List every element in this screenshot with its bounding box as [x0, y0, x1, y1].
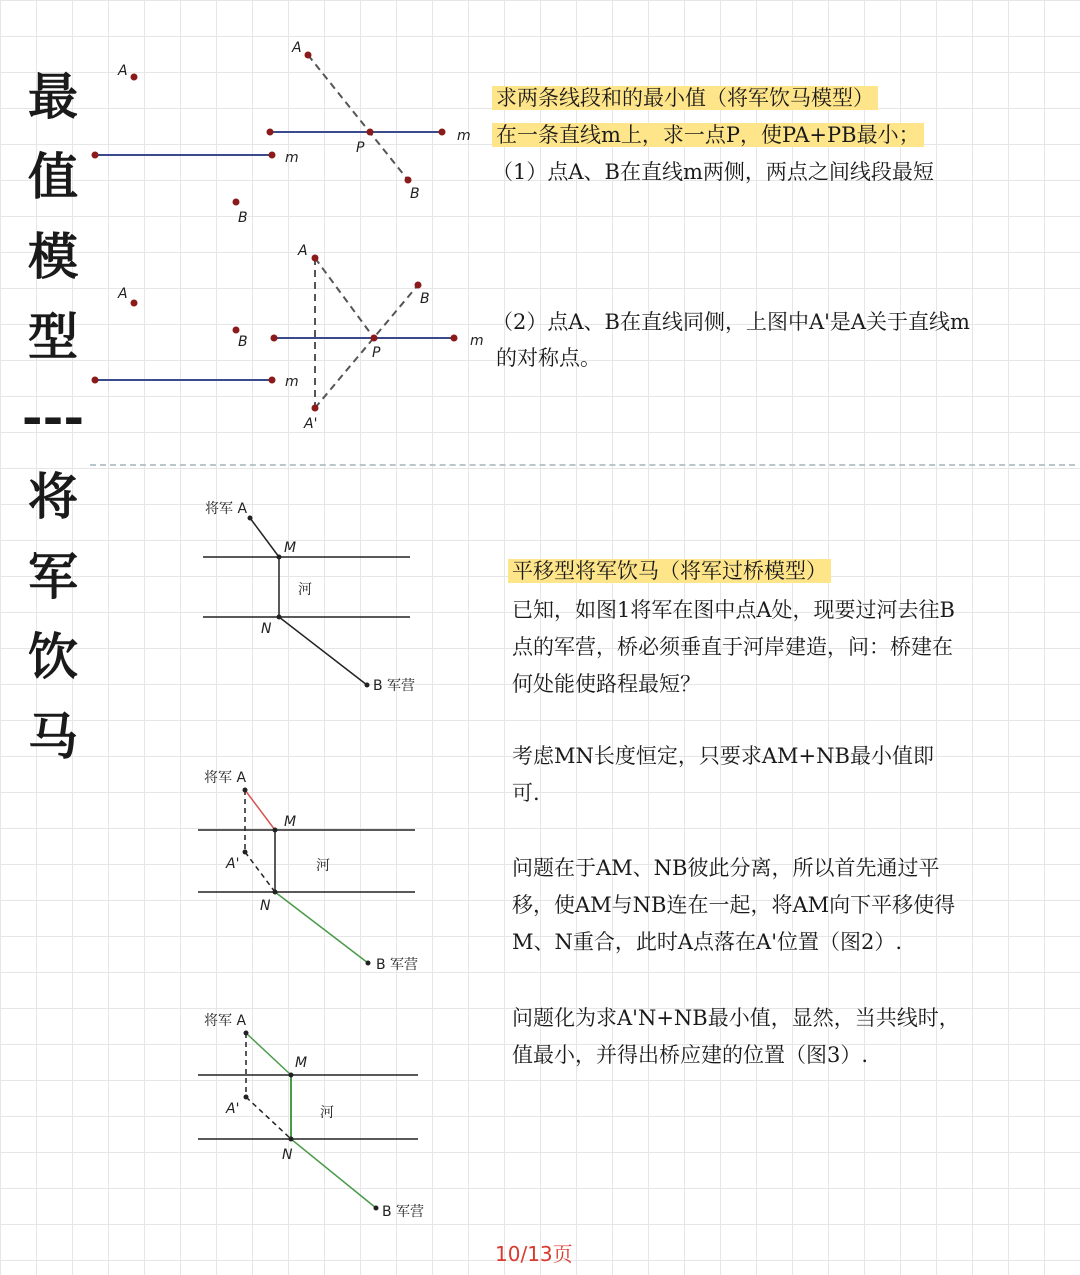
- label-m: m: [457, 128, 471, 144]
- label-m: m: [470, 333, 484, 349]
- label-river: 河: [320, 1105, 334, 1121]
- label-P: P: [372, 345, 381, 361]
- paragraph-2: [512, 738, 934, 812]
- title-char: 马: [28, 707, 78, 766]
- label-general-A: 将军 A: [204, 770, 247, 786]
- section1-subtitle: [492, 117, 924, 154]
- paragraph-3: [512, 850, 955, 961]
- label-A: A: [292, 40, 302, 56]
- title-char: 模: [28, 227, 78, 286]
- diagram-case2-solution: [260, 235, 490, 435]
- section1-subtitle-text: 在一条直线m上，求一点P，使PA+PB最小；: [492, 123, 924, 147]
- label-N: N: [260, 898, 271, 914]
- label-B: B: [410, 186, 420, 202]
- title-char: 饮: [28, 627, 78, 686]
- paragraph-line: 问题化为求A'N+NB最小值，显然，当共线时，: [512, 1006, 960, 1030]
- label-B: B: [238, 334, 248, 350]
- diagram-case1-solution: [260, 30, 490, 210]
- figure-3: [190, 1005, 450, 1230]
- paragraph-line: 可.: [512, 781, 540, 805]
- section2-title: [508, 553, 831, 590]
- label-N: N: [261, 621, 272, 637]
- label-N: N: [282, 1147, 293, 1163]
- label-A-prime: A': [226, 856, 240, 872]
- paragraph-line: 问题在于AM、NB彼此分离，所以首先通过平: [512, 856, 940, 880]
- label-A: A: [298, 243, 308, 259]
- section1-title-text: 求两条线段和的最小值（将军饮马模型）: [492, 86, 878, 110]
- title-char: 最: [28, 67, 78, 126]
- paragraph-line: 值最小，并得出桥应建的位置（图3）.: [512, 1043, 869, 1067]
- label-camp-B: B 军营: [376, 957, 419, 973]
- label-P: P: [356, 140, 365, 156]
- label-m: m: [285, 150, 299, 166]
- label-general-A: 将军 A: [205, 501, 248, 517]
- section1-title: [492, 80, 878, 117]
- label-m: m: [285, 374, 299, 390]
- paragraph-line: 移，使AM与NB连在一起，将AM向下平移使得: [512, 893, 956, 917]
- title-char: 值: [28, 147, 78, 206]
- paragraph-4: [512, 1000, 960, 1074]
- page-indicator: 10/13页: [495, 1242, 573, 1266]
- figure-1: [195, 490, 455, 710]
- title-char: 军: [28, 547, 78, 606]
- label-camp-B: B 军营: [373, 678, 416, 694]
- label-camp-B: B 军营: [382, 1204, 425, 1220]
- case2-text-line2: 的对称点。: [496, 346, 601, 370]
- case1-text: （1）点A、B在直线m两侧，两点之间线段最短: [492, 160, 934, 184]
- label-A-prime: A': [226, 1101, 240, 1117]
- label-A: A: [118, 63, 128, 79]
- label-A: A: [118, 286, 128, 302]
- label-M: M: [284, 814, 297, 830]
- paragraph-line: 考虑MN长度恒定，只要求AM+NB最小值即: [512, 744, 934, 768]
- section-divider: [90, 464, 1075, 466]
- label-river: 河: [316, 858, 330, 874]
- paragraph-line: 已知，如图1将军在图中点A处，现要过河去往B: [512, 598, 955, 622]
- label-M: M: [295, 1055, 308, 1071]
- title-char: 将: [28, 467, 78, 526]
- label-B: B: [420, 291, 430, 307]
- label-general-A: 将军 A: [204, 1013, 247, 1029]
- case2-text-line1: （2）点A、B在直线同侧，上图中A'是A关于直线m: [492, 310, 970, 334]
- label-M: M: [284, 540, 297, 556]
- section2-title-text: 平移型将军饮马（将军过桥模型）: [508, 559, 831, 583]
- paragraph-line: 点的军营，桥必须垂直于河岸建造，问：桥建在: [512, 635, 953, 659]
- figure-2: [190, 762, 450, 982]
- title-char: 型: [28, 307, 78, 366]
- label-A-prime: A': [304, 416, 318, 432]
- paragraph-line: M、N重合，此时A点落在A'位置（图2）.: [512, 930, 903, 954]
- label-river: 河: [298, 582, 312, 598]
- title-char: ---: [21, 387, 85, 446]
- label-B: B: [238, 210, 248, 226]
- paragraph-1: [512, 592, 955, 703]
- paragraph-line: 何处能使路程最短？: [512, 672, 701, 696]
